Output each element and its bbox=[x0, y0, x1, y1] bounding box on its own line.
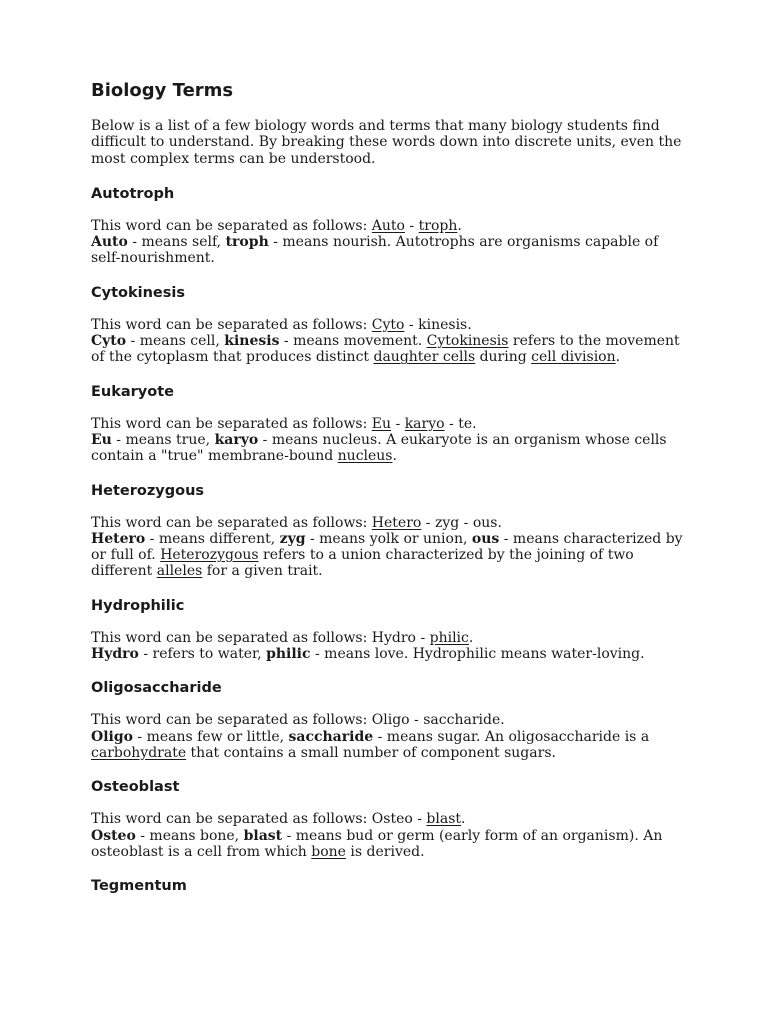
definition-text: - means nucleus. A eukaryote is an organism whose cells contain a "true" membrane-bound bbox=[91, 431, 667, 465]
term-link[interactable]: philic bbox=[429, 629, 469, 646]
document-body bbox=[91, 79, 691, 895]
definition-text: is derived. bbox=[345, 843, 425, 860]
definition-text: . bbox=[392, 448, 397, 465]
term-link[interactable]: troph bbox=[418, 217, 458, 234]
term-link[interactable]: Hetero bbox=[371, 514, 422, 531]
term-heading: Hydrophilic bbox=[91, 597, 185, 614]
definition-text: - bbox=[391, 415, 405, 432]
term-heading: Heterozygous bbox=[91, 482, 205, 499]
term-link[interactable]: Cyto bbox=[371, 316, 405, 333]
term-heading: Tegmentum bbox=[91, 878, 187, 895]
definition-text: - means sugar. An oligosaccharide is a bbox=[373, 728, 650, 745]
definition-text: - means bud or germ (early form of an organism). An osteoblast is a cell from which bbox=[91, 827, 663, 860]
definition-text: refers to the movement of the cytoplasm that produces distinct bbox=[91, 333, 680, 366]
term-section bbox=[91, 597, 691, 663]
term-section bbox=[91, 185, 691, 267]
term-part: Oligo bbox=[91, 728, 133, 745]
term-definition bbox=[91, 416, 691, 465]
definition-text: . bbox=[615, 349, 621, 366]
term-definition bbox=[91, 515, 691, 580]
definition-text: - means movement. bbox=[279, 333, 427, 350]
definition-text: This word can be separated as follows: Hydro - bbox=[91, 629, 430, 646]
term-heading: Cytokinesis bbox=[91, 284, 185, 301]
term-heading: Autotroph bbox=[91, 185, 175, 202]
definition-text: . bbox=[457, 217, 462, 234]
definition-text: that contains a small number of component sugars. bbox=[186, 744, 556, 761]
term-section bbox=[91, 679, 691, 761]
term-part: karyo bbox=[214, 431, 259, 448]
term-part: Hetero bbox=[91, 530, 146, 547]
term-part: Auto bbox=[91, 234, 128, 251]
term-section bbox=[91, 877, 691, 895]
term-part: ous bbox=[471, 530, 500, 547]
definition-text: - te. bbox=[444, 415, 477, 432]
term-part: zyg bbox=[279, 530, 306, 547]
term-section bbox=[91, 284, 691, 366]
term-part: philic bbox=[266, 646, 311, 663]
definition-text: This word can be separated as follows: Oligo - saccharide. bbox=[91, 712, 505, 729]
term-part: blast bbox=[243, 827, 283, 844]
term-link[interactable]: blast bbox=[426, 811, 462, 828]
definition-text: - means love. Hydrophilic means water-loving. bbox=[310, 646, 645, 663]
term-heading: Oligosaccharide bbox=[91, 680, 222, 697]
definition-text: - means different, bbox=[145, 530, 280, 547]
term-link[interactable]: daughter cells bbox=[373, 349, 476, 366]
term-link[interactable]: cell division bbox=[531, 349, 616, 366]
definition-text: This word can be separated as follows: Osteo - bbox=[91, 811, 427, 828]
term-definition bbox=[91, 317, 691, 366]
term-part: Cyto bbox=[91, 333, 127, 350]
term-part: Hydro bbox=[91, 646, 139, 663]
term-section bbox=[91, 778, 691, 860]
term-definition bbox=[91, 811, 691, 860]
term-link[interactable]: nucleus bbox=[337, 448, 393, 465]
definition-text: - means nourish. Autotrophs are organisms capable of self-nourishment. bbox=[91, 234, 659, 267]
term-link[interactable]: alleles bbox=[156, 563, 203, 580]
definition-text: - zyg - ous. bbox=[421, 514, 502, 531]
term-heading: Eukaryote bbox=[91, 383, 174, 400]
term-section bbox=[91, 482, 691, 580]
term-part: troph bbox=[225, 234, 269, 251]
definition-text: - refers to water, bbox=[138, 646, 267, 663]
definition-text: for a given trait. bbox=[202, 563, 323, 580]
definition-text: This word can be separated as follows: bbox=[91, 415, 372, 432]
term-link[interactable]: Eu bbox=[371, 415, 392, 432]
definition-text: - means few or little, bbox=[132, 728, 289, 745]
definition-text: This word can be separated as follows: bbox=[91, 514, 372, 531]
term-link[interactable]: carbohydrate bbox=[91, 744, 187, 761]
definition-text: - means cell, bbox=[126, 333, 225, 350]
intro-paragraph: Below is a list of a few biology words and terms that many biology students find difficult to understand. By breaking these words down into discrete units, even the most complex terms can be understood. bbox=[91, 118, 682, 167]
term-definition bbox=[91, 630, 691, 663]
definition-text: - means true, bbox=[111, 431, 215, 448]
term-link[interactable]: Cytokinesis bbox=[426, 333, 509, 350]
definition-text: - bbox=[404, 217, 419, 234]
definition-text: . bbox=[461, 811, 466, 828]
term-link[interactable]: Heterozygous bbox=[160, 547, 259, 564]
definition-text: - means characterized by or full of. bbox=[91, 530, 683, 564]
term-part: kinesis bbox=[224, 333, 280, 350]
term-part: Osteo bbox=[91, 827, 136, 844]
definition-text: refers to a union characterized by the joining of two different bbox=[91, 547, 634, 580]
term-definition bbox=[91, 218, 691, 267]
term-link[interactable]: bone bbox=[311, 843, 346, 860]
definition-text: . bbox=[468, 629, 474, 646]
definition-text: - kinesis. bbox=[404, 316, 472, 333]
term-sections bbox=[91, 185, 691, 895]
definition-text: - means bone, bbox=[135, 827, 244, 844]
term-part: saccharide bbox=[288, 728, 374, 745]
term-heading: Osteoblast bbox=[91, 779, 180, 796]
term-link[interactable]: karyo bbox=[404, 415, 445, 432]
definition-text: during bbox=[475, 349, 532, 366]
term-part: Eu bbox=[91, 431, 112, 448]
term-section bbox=[91, 383, 691, 465]
definition-text: - means self, bbox=[127, 234, 226, 251]
page-title: Biology Terms bbox=[91, 80, 234, 101]
definition-text: This word can be separated as follows: bbox=[91, 316, 372, 333]
definition-text: - means yolk or union, bbox=[305, 530, 472, 547]
term-link[interactable]: Auto bbox=[371, 217, 405, 234]
definition-text: This word can be separated as follows: bbox=[91, 217, 372, 234]
term-definition bbox=[91, 712, 691, 761]
